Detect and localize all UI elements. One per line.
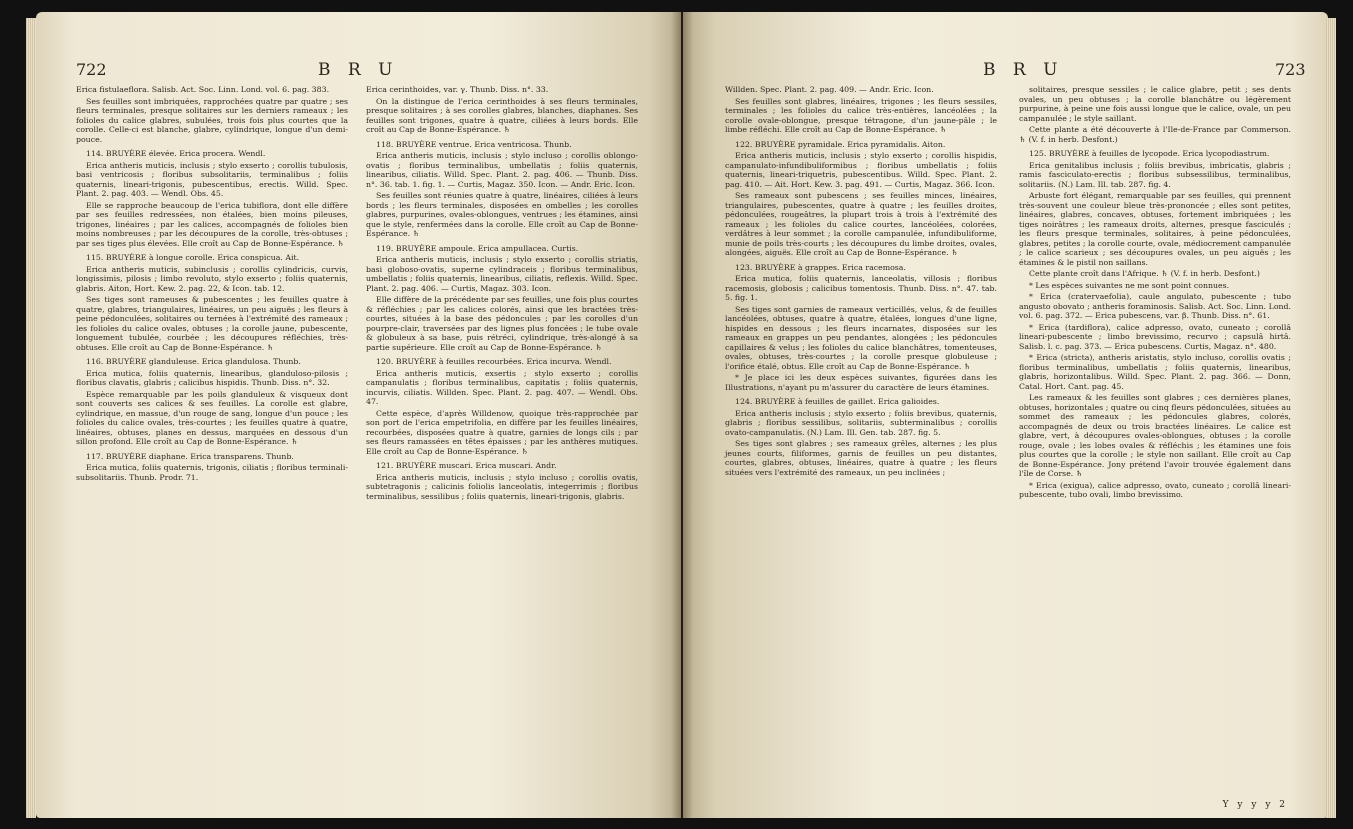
left-column-2 [366, 85, 638, 503]
text-paragraph: Ses feuilles sont réunies quatre à quatre, linéaires, ciliées à leurs bords ; les fleurs terminales, disposées en ombelles ; les corolles glabres, purpurines, ovales-oblongues, ventrues ; les étamines, ainsi que le style, renfermées dans la corolle. Elle croît au Cap de Bonne-Espérance. ♄ [366, 191, 638, 238]
species-heading: 121. BRUYÈRE muscari. Erica muscari. Andr. [376, 461, 557, 470]
text-paragraph: Erica antheris muticis, exsertis ; stylo exserto ; corollis campanulatis ; floribus terminalibus, capitatis ; foliis quaternis, incurvis, ciliatis. Willden. Spec. Plant. 2. pag. 407. — Wendl. Obs. 47. [366, 368, 638, 406]
text-paragraph: Ses rameaux sont pubescens ; ses feuilles minces, linéaires, triangulaires, pubescentes, quatre à quatre ; les feuilles droites, pédonculées, rougeâtres, la plupart trois à trois à l'extrémité des rameaux ; les folioles du calice courtes, lancéolées, colorées, verdâtres à leur sommet ; la corolle campanulée, infundibuliforme, munie de poils très-courts ; les découpures du limbe droites, ovales, alongées, aiguës. Elle croît au Cap de Bonne-Espérance. ♄ [725, 191, 997, 257]
right-running-head: B R U [983, 60, 1064, 80]
text-paragraph: * Les espèces suivantes ne me sont point connues. [1029, 280, 1230, 290]
text-paragraph: On la distingue de l'erica cerinthoides à ses fleurs terminales, presque solitaires ; à ses corolles glabres, blanches, diaphanes. Ses feuilles sont trigones, quatre à quatre, ciliées à leurs bords. Elle croît au Cap de Bonne-Espérance. ♄ [366, 96, 638, 134]
text-paragraph: Erica fistulaeflora. Salisb. Act. Soc. Linn. Lond. vol. 6. pag. 383. [76, 85, 330, 94]
species-heading: 116. BRUYÈRE glanduleuse. Erica glandulosa. Thunb. [86, 357, 301, 366]
species-heading: 114. BRUYÈRE élevée. Erica procera. Wendl. [86, 149, 266, 158]
text-paragraph: Erica mutica, foliis quaternis, trigonis, ciliatis ; floribus terminali-subsolitariis. Thunb. Prodr. 71. [76, 463, 348, 482]
text-paragraph: Cette plante croît dans l'Afrique. ♄ (V. f. in herb. Desfont.) [1029, 269, 1260, 278]
species-heading: 122. BRUYÈRE pyramidale. Erica pyramidalis. Aiton. [735, 139, 946, 149]
text-paragraph: Espèce remarquable par les poils glanduleux & visqueux dont sont couverts ses calices & ses feuilles. La corolle est glabre, cylindrique, en massue, d'un rouge de sang, longue d'un pouce ; les folioles du calice ovales, très-courtes ; les feuilles quatre à quatre, linéaires, obtuses, planes en dessus, marquées en dessous d'un sillon profond. Elle croît au Cap de Bonne-Espérance. ♄ [76, 389, 348, 446]
right-page-edges [1326, 18, 1336, 818]
text-paragraph: Erica antheris muticis, inclusis ; stylo incluso ; corollis oblongo-ovatis ; floribus terminalibus, umbellatis ; foliis quaternis, linearibus, ciliatis. Willd. Spec. Plant. 2. pag. 406. — Thunb. Diss. n°. 36. tab. 1. fig. 1. — Curtis, Magaz. 350. Icon. — Andr. Eric. Icon. [366, 151, 638, 189]
text-paragraph: Erica mutica, foliis quaternis, linearibus, glanduloso-pilosis ; floribus clavatis, glabris ; calicibus hispidis. Thunb. Diss. n°. 32. [76, 368, 348, 387]
text-paragraph: Cette plante a été découverte à l'Ile-de-France par Commerson. ♄ (V. f. in herb. Desfont.) [1019, 125, 1291, 144]
text-paragraph: Erica genitalibus inclusis ; foliis brevibus, imbricatis, glabris ; ramis fasciculato-erectis ; floribus subsessilibus, terminalibus, solitariis. (N.) Lam. Ill. tab. 287. fig. 4. [1019, 160, 1291, 189]
species-heading: 120. BRUYÈRE à feuilles recourbées. Erica incurva. Wendl. [376, 357, 612, 366]
species-heading: 124. BRUYÈRE à feuilles de gaillet. Erica galioides. [735, 397, 940, 406]
left-page-edges [26, 18, 36, 818]
text-paragraph: Erica mutica, foliis quaternis, lanceolatis, villosis ; floribus racemosis, globosis ; calicibus tomentosis. Thunb. Diss. n°. 47. tab. 5. fig. 1. [725, 274, 997, 302]
left-page [36, 12, 681, 818]
text-paragraph: * Erica (exigua), calice adpresso, ovato, cuneato ; corollâ lineari-pubescente, tubo ovali, limbo brevissimo. [1019, 480, 1291, 499]
text-paragraph: * Erica (stricta), antheris aristatis, stylo incluso, corollis ovatis ; floribus terminalibus, umbellatis ; foliis quaternis, linearibus, glabris, horizontalibus. Willd. Spec. Plant. 2. pag. 366. — Donn, Catal. Hort. Cant. pag. 45. [1019, 353, 1291, 391]
right-column-2 [1019, 85, 1291, 502]
species-heading: 123. BRUYÈRE à grappes. Erica racemosa. [735, 262, 906, 272]
signature-mark: Y y y y 2 [1222, 800, 1288, 810]
text-paragraph: solitaires, presque sessiles ; le calice glabre, petit ; ses dents ovales, un peu obtuses ; la corolle blanchâtre ou légèrement purpurine, à peine une fois aussi longue que le calice, ovale, un peu campanulée ; le style saillant. [1019, 85, 1291, 123]
right-page [683, 12, 1328, 818]
text-paragraph: * Je place ici les deux espèces suivantes, figurées dans les Illustrations, n'ayant pu m'assurer du caractère de leurs étamines. [725, 373, 997, 392]
right-column-1 [725, 85, 997, 479]
text-paragraph: Erica antheris muticis, inclusis ; stylo incluso ; corollis ovatis, subtetragonis ; calicinis foliolis lanceolatis, integerrimis ; floribus terminalibus, sessilibus ; foliis quaternis, lineari-trigonis, glabris. [366, 472, 638, 501]
text-paragraph: Erica cerinthoides, var. γ. Thunb. Diss. n°. 33. [366, 85, 549, 94]
text-paragraph: * Erica (tardiflora), calice adpresso, ovato, cuneato ; corollâ lineari-pubescente ; limbo brevissimo, recurvo ; capsulâ hirtâ. Salisb. l. c. pag. 373. — Erica pubescens. Curtis, Magaz. n°. 480. [1019, 322, 1291, 351]
text-paragraph: Arbuste fort élégant, remarquable par ses feuilles, qui prennent très-souvent une couleur bleue très-prononcée ; elles sont petites, linéaires, glabres, concaves, obtuses, fortement imbriquées ; les tiges noirâtres ; les rameaux droits, alternes, presque fasciculés ; les fleurs presque terminales, solitaires, à peine pédonculées, glabres, petites ; la corolle courte, ovale, médiocrement campanulée ; le calice scarieux ; ses découpures ovales, un peu aiguës ; les étamines & le pistil non saillans. [1019, 191, 1291, 267]
text-paragraph: * Erica (cratervaefolia), caule angulato, pubescente ; tubo angusto obovato ; antheris foraminosis. Salisb. Act. Soc. Linn. Lond. vol. 6. pag. 372. — Erica pubescens, var. β. Thunb. Diss. n°. 61. [1019, 292, 1291, 320]
text-paragraph: Ses feuilles sont imbriquées, rapprochées quatre par quatre ; ses fleurs terminales, presque solitaires sur les derniers rameaux ; les folioles du calice glabres, subulées, trois fois plus courtes que la corolle. Celle-ci est blanche, glabre, cylindrique, longue d'un demi-pouce. [76, 96, 348, 144]
species-heading: 119. BRUYÈRE ampoule. Erica ampullacea. Curtis. [376, 243, 579, 253]
species-heading: 125. BRUYÈRE à feuilles de lycopode. Erica lycopodiastrum. [1029, 149, 1270, 158]
left-page-number: 722 [76, 60, 107, 79]
species-heading: 115. BRUYÈRE à longue corolle. Erica conspicua. Ait. [86, 253, 300, 262]
text-paragraph: Elle se rapproche beaucoup de l'erica tubiflora, dont elle diffère par ses feuilles redressées, non étalées, bien moins pileuses, trigones, linéaires ; par les calices, accompagnés de folioles bien moins nombreuses ; par les découpures de la corolle, très-obtuses ; par ses tiges plus élevées. Elle croît au Cap de Bonne-Espérance. ♄ [76, 200, 348, 248]
text-paragraph: Ses tiges sont garnies de rameaux verticillés, velus, & de feuilles lancéolées, obtuses, quatre à quatre, étalées, longues d'une ligne, hispides en dessous ; les fleurs incarnates, disposées sur les rameaux en grappes un peu pendantes, alongées ; les pédoncules capillaires & velus ; les folioles du calice blanchâtres, tomenteuses, ovales, obtuses, très-courtes ; la corolle presque globuleuse ; l'orifice étalé, obtus. Elle croît au Cap de Bonne-Espérance. ♄ [725, 304, 997, 371]
text-paragraph: Les rameaux & les feuilles sont glabres ; ces dernières planes, obtuses, horizontales ; quatre ou cinq fleurs pédonculées, situées au sommet des rameaux ; les pédoncules glabres, colorés, accompagnés de deux ou trois bractées linéaires. Le calice est glabre, vert, à découpures ovales-oblongues, obtuses ; la corolle rouge, ovale ; les lobes ovales & réfléchis ; les étamines une fois plus courtes que la corolle ; le style non saillant. Elle croît au Cap de Bonne-Espérance. Jony prétend l'avoir trouvée également dans l'île de Corse. ♄ [1019, 393, 1291, 478]
right-page-number: 723 [1275, 60, 1306, 79]
text-paragraph: Ses tiges sont rameuses & pubescentes ; les feuilles quatre à quatre, glabres, triangulaires, linéaires, un peu aiguës ; les fleurs à peine pédonculées, solitaires ou ternées à l'extrémité des rameaux ; les folioles du calice ovales, obtuses ; la corolle jaune, pubescente, longuement tubulée, courbée ; les découpures réfléchies, très-obtuses. Elle croît au Cap de Bonne-Espérance. ♄ [76, 295, 348, 352]
text-paragraph: Erica antheris muticis, subinclusis ; corollis cylindricis, curvis, longissimis, pilosis ; limbo revoluto, stylo exserto ; foliis quaternis, glabris. Aiton, Hort. Kew. 2. pag. 22, & Icon. tab. 12. [76, 264, 348, 293]
text-paragraph: Ses feuilles sont glabres, linéaires, trigones ; les fleurs sessiles, terminales ; les folioles du calice très-entières, lancéolées ; la corolle ovale-oblongue, presque tétragone, d'un jaune-pâle ; le limbe réfléchi. Elle croît au Cap de Bonne-Espérance. ♄ [725, 96, 997, 134]
text-paragraph: Erica antheris muticis, inclusis ; stylo exserto ; corollis striatis, basi globoso-ovatis, superne cylindraceis ; floribus terminalibus, umbellatis ; foliis quaternis, linearibus, ciliatis, reflexis. Willd. Spec. Plant. 2. pag. 406. — Curtis, Magaz. 303. Icon. [366, 255, 638, 293]
text-paragraph: Erica antheris inclusis ; stylo exserto ; foliis brevibus, quaternis, glabris ; floribus sessilibus, solitariis, subterminalibus ; corollis ovato-campanulatis. (N.) Lam. Ill. Gen. tab. 287. fig. 5. [725, 408, 997, 437]
text-paragraph: Erica antheris muticis, inclusis ; stylo exserto ; corollis tubulosis, basi ventricosis ; floribus subsolitariis, terminalibus ; foliis quaternis, lineari-trigonis, pubescentibus, erectis. Willd. Spec. Plant. 2. pag. 403. — Wendl. Obs. 45. [76, 160, 348, 198]
text-paragraph: Willden. Spec. Plant. 2. pag. 409. — Andr. Eric. Icon. [725, 85, 934, 94]
text-paragraph: Elle diffère de la précédente par ses feuilles, une fois plus courtes & réfléchies ; par les calices colorés, ainsi que les bractées très-courtes, situées à la base des pédoncules ; par les corolles d'un pourpre-clair, traversées par des lignes plus foncées ; le tube ovale & globuleux à sa base, puis rétréci, cylindrique, très-alongé à sa partie supérieure. Elle croît au Cap de Bonne-Espérance. ♄ [366, 295, 638, 352]
text-paragraph: Cette espèce, d'après Willdenow, quoique très-rapprochée par son port de l'erica empetrifolia, en diffère par les feuilles linéaires, recourbées, disposées quatre à quatre, garnies de longs cils ; par ses fleurs ramassées en têtes épaisses ; par les anthères mutiques. Elle croît au Cap de Bonne-Espérance. ♄ [366, 408, 638, 456]
species-heading: 117. BRUYÈRE diaphane. Erica transparens. Thunb. [86, 451, 294, 461]
open-book [26, 12, 1336, 824]
species-heading: 118. BRUYÈRE ventrue. Erica ventricosa. Thunb. [376, 139, 572, 149]
text-paragraph: Erica antheris muticis, inclusis ; stylo exserto ; corollis hispidis, campanulato-infundibuliformibus ; floribus umbellatis ; foliis quaternis, lineari-triquetris, pubescentibus. Willd. Spec. Plant. 2. pag. 410. — Ait. Hort. Kew. 3. pag. 491. — Curtis, Magaz. 366. Icon. [725, 151, 997, 189]
text-paragraph: Ses tiges sont glabres ; ses rameaux grêles, alternes ; les plus jeunes courts, filiformes, garnis de feuilles un peu distantes, courtes, glabres, obtuses, linéaires, quatre à quatre ; les fleurs situées vers l'extrémité des rameaux, un peu inclinées ; [725, 439, 997, 477]
left-column-1 [76, 85, 348, 484]
left-running-head: B R U [318, 60, 399, 80]
